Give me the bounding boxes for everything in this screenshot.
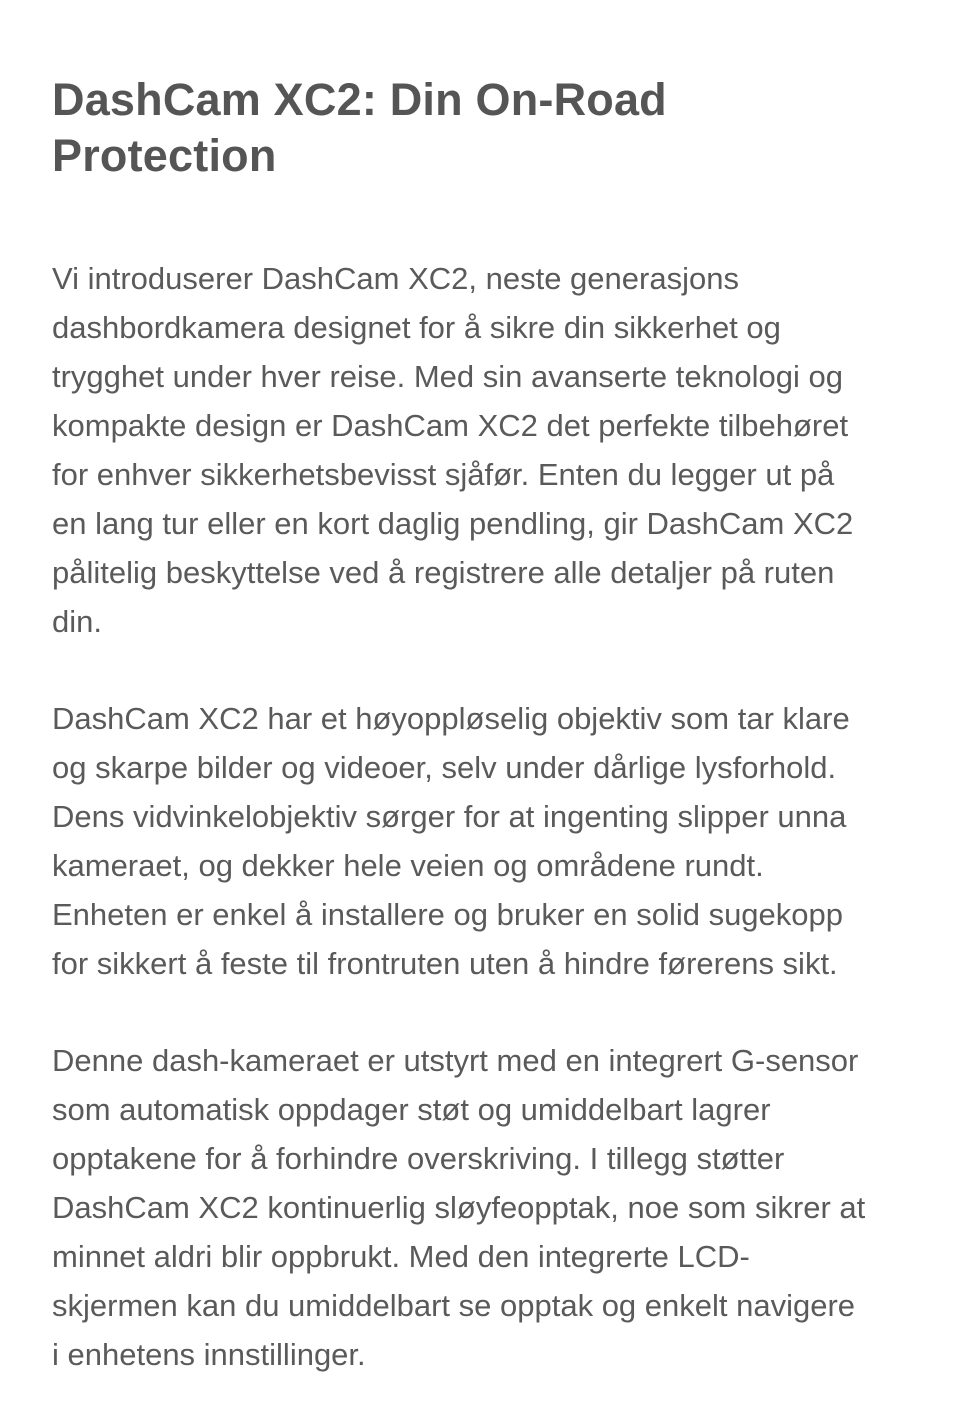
article-title <box>52 72 922 184</box>
paragraph-gsensor <box>52 1036 922 1379</box>
text-line: Dens vidvinkelobjektiv sørger for at ingenting slipper unna <box>52 799 847 834</box>
text-line: som automatisk oppdager støt og umiddelbart lagrer <box>52 1092 771 1127</box>
text-line: dashbordkamera designet for å sikre din sikkerhet og <box>52 310 781 345</box>
text-line: Enheten er enkel å installere og bruker en solid sugekopp <box>52 897 844 932</box>
text-line: DashCam XC2 kontinuerlig sløyfeopptak, noe som sikrer at <box>52 1190 866 1225</box>
article-body <box>52 254 922 1379</box>
text-line: Denne dash-kameraet er utstyrt med en integrert G-sensor <box>52 1043 859 1078</box>
text-line: opptakene for å forhindre overskriving. I tillegg støtter <box>52 1141 785 1176</box>
text-line: DashCam XC2 har et høyoppløselig objektiv som tar klare <box>52 701 850 736</box>
title-line: Protection <box>52 130 277 181</box>
text-line: minnet aldri blir oppbrukt. Med den integrerte LCD- <box>52 1239 750 1274</box>
text-line: en lang tur eller en kort daglig pendling, gir DashCam XC2 <box>52 506 854 541</box>
text-line: i enhetens innstillinger. <box>52 1337 366 1372</box>
text-line: skjermen kan du umiddelbart se opptak og enkelt navigere <box>52 1288 856 1323</box>
article <box>52 72 922 1379</box>
text-line: pålitelig beskyttelse ved å registrere alle detaljer på ruten <box>52 555 835 590</box>
text-line: for sikkert å feste til frontruten uten å hindre førerens sikt. <box>52 946 838 981</box>
text-line: for enhver sikkerhetsbevisst sjåfør. Enten du legger ut på <box>52 457 835 492</box>
text-line: og skarpe bilder og videoer, selv under dårlige lysforhold. <box>52 750 837 785</box>
paragraph-intro <box>52 254 922 646</box>
text-line: Vi introduserer DashCam XC2, neste generasjons <box>52 261 739 296</box>
text-line: trygghet under hver reise. Med sin avanserte teknologi og <box>52 359 843 394</box>
text-line: kompakte design er DashCam XC2 det perfekte tilbehøret <box>52 408 849 443</box>
text-line: kameraet, og dekker hele veien og områdene rundt. <box>52 848 764 883</box>
text-line: din. <box>52 604 102 639</box>
title-line: DashCam XC2: Din On-Road <box>52 74 667 125</box>
paragraph-lens <box>52 694 922 988</box>
